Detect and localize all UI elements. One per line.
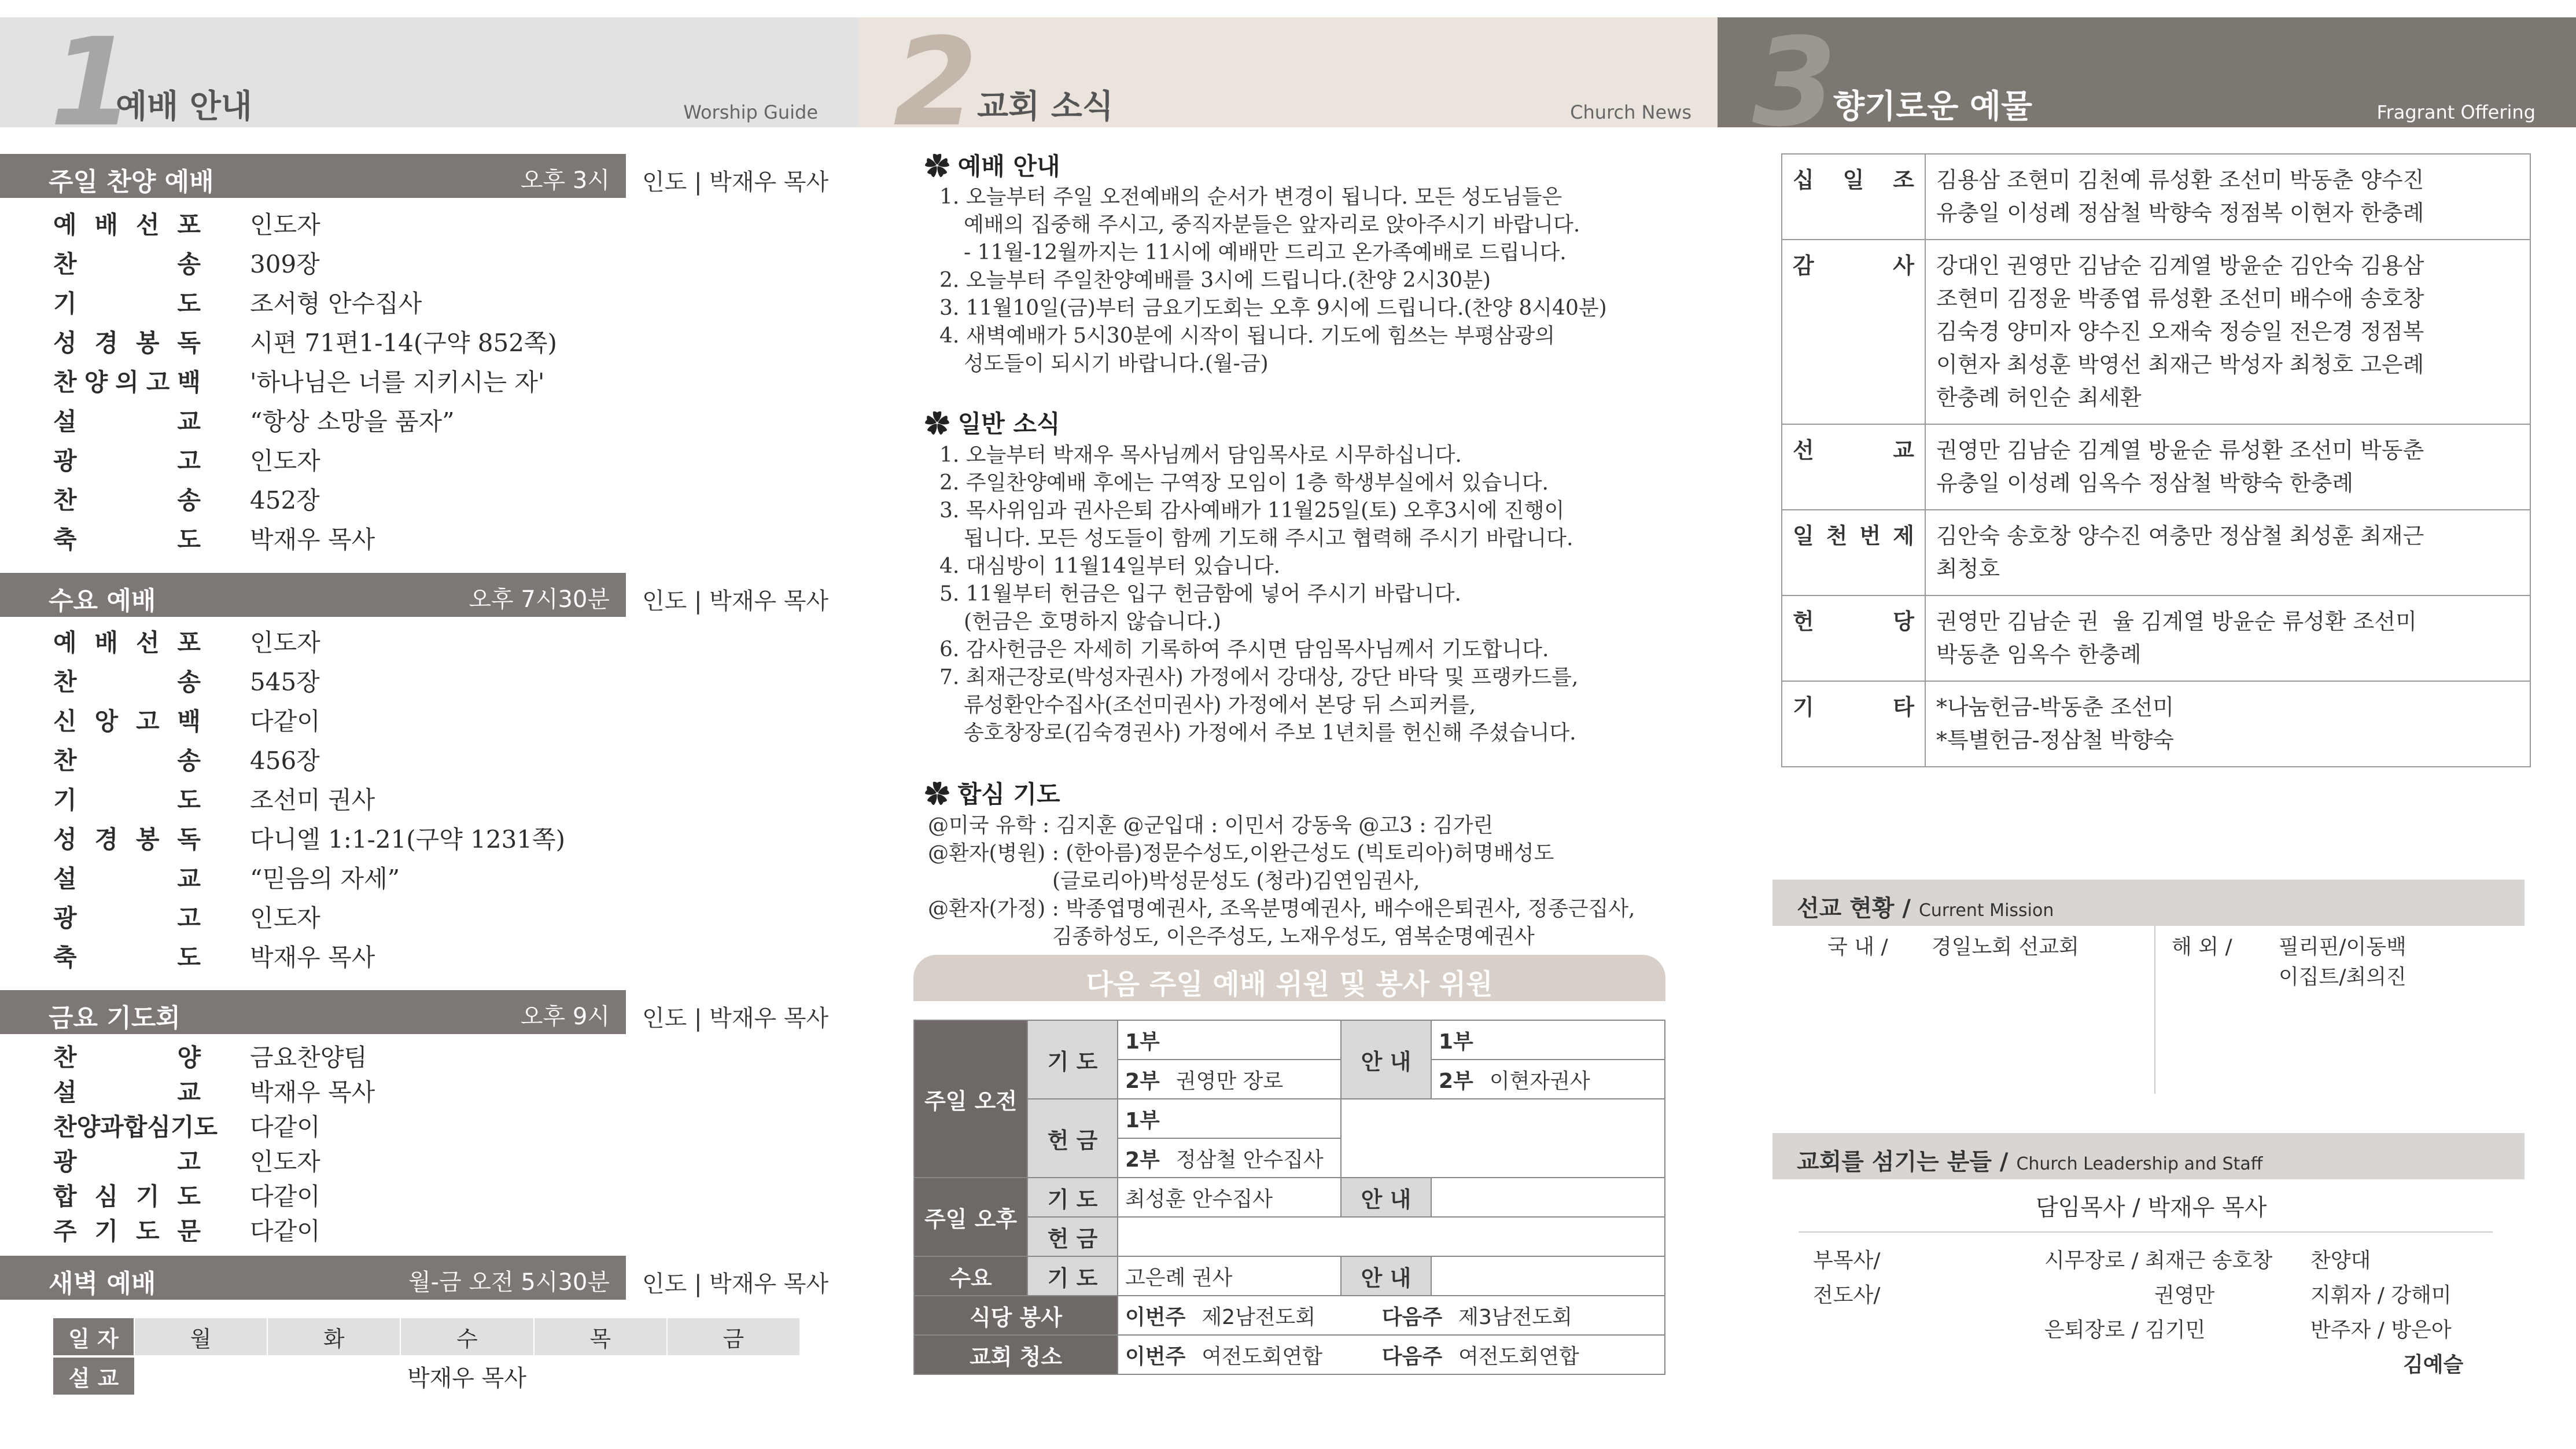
section-leader: 인도 | 박재우 목사 (642, 1005, 829, 1032)
notice-line: (헌금은 호명하지 않습니다.) (964, 610, 1221, 634)
notice-line: 김종하성도, 이은주성도, 노재우성도, 염복순명예권사 (1052, 925, 1535, 948)
domestic-label: 국 내 / (1827, 935, 1888, 959)
accompanist-line2: 김예슬 (2403, 1353, 2464, 1377)
day-header: 일 자 (53, 1318, 134, 1355)
order-value: 조서형 안수집사 (250, 289, 422, 318)
day-cell: 화 (267, 1318, 400, 1355)
order-value: 456장 (250, 746, 320, 775)
notice-line: 6. 감사헌금은 자세히 기록하여 주시면 담임목사님께서 기도합니다. (939, 638, 1549, 661)
order-value: 다같이 (250, 707, 320, 735)
day-cell: 월 (134, 1318, 267, 1355)
notice-line: @환자(가정) : 박종엽명예권사, 조옥분명예권사, 배수애은퇴권사, 정종근집사, (928, 897, 1635, 921)
prayer-title: ✿ 합심 기도 (925, 780, 1060, 808)
section-leader: 인도 | 박재우 목사 (642, 1271, 829, 1297)
order-value: 309장 (250, 250, 320, 278)
order-value: 박재우 목사 (250, 525, 375, 554)
offering-label: 일 천 번 제 (1782, 510, 1925, 595)
section-time: 오후 3시 (520, 167, 610, 194)
order-label: 광 고 (53, 1148, 201, 1176)
conductor: 지휘자 / 강해미 (2310, 1283, 2452, 1307)
order-value: 인도자 (250, 1148, 320, 1176)
panel-title: 교회 소식 (977, 88, 1114, 126)
sunday-service-bar (0, 154, 626, 198)
order-label: 주 기 도 문 (53, 1217, 201, 1245)
order-label: 찬 양 과 합 심 기 도 (53, 1113, 218, 1141)
offering-label: 선 교 (1782, 424, 1925, 510)
notice-line: 성도들이 되시기 바랍니다.(월-금) (964, 352, 1269, 376)
dawn-schedule-table (53, 1318, 799, 1395)
order-label: 성 경 봉 독 (53, 825, 201, 854)
panel-title: 향기로운 예물 (1833, 88, 2033, 126)
staff-subtitle: Church Leadership and Staff (2016, 1154, 2263, 1174)
notice-line: 송호창장로(김숙경권사) 가정에서 주보 1년치를 헌신해 주셨습니다. (964, 721, 1576, 745)
offering-row (1782, 510, 2530, 595)
order-label: 축 도 (53, 943, 201, 972)
preacher-header: 설 교 (53, 1358, 134, 1395)
offering-names: 김안숙 송호창 양수진 여충만 정삼철 최성훈 최재근 최청호 (1925, 510, 2530, 595)
order-value: 시편 71편1-14(구약 852쪽) (250, 329, 557, 357)
offering-label: 헌 금 (1027, 1217, 1118, 1256)
order-value: 조선미 권사 (250, 786, 375, 814)
section-time: 오후 9시 (520, 1003, 610, 1030)
notice-line: @환자(병원) : (한아름)정문수성도,이완근성도 (빅토리아)허명배성도 (928, 841, 1554, 865)
offering-label: 헌 금 (1027, 1099, 1118, 1178)
notice-line: 2. 주일찬양예배 후에는 구역장 모임이 1층 학생부실에서 있습니다. (939, 471, 1549, 495)
order-value: “믿음의 자세” (250, 865, 400, 893)
notice-line: 5. 11월부터 헌금은 입구 헌금함에 넣어 주시기 바랍니다. (939, 582, 1461, 606)
notice-line: 1. 오늘부터 주일 오전예배의 순서가 변경이 됩니다. 모든 성도님들은 (939, 185, 1562, 209)
associate-pastor: 부목사/ (1813, 1249, 1881, 1273)
order-value: 545장 (250, 668, 320, 696)
order-value: 인도자 (250, 904, 320, 932)
senior-pastor: 담임목사 / 박재우 목사 (2036, 1194, 2267, 1221)
order-label: 합 심 기 도 (53, 1182, 201, 1211)
evangelist: 전도사/ (1813, 1283, 1881, 1307)
accompanist: 반주자 / 방은아 (2310, 1318, 2452, 1342)
order-value: 금요찬양팀 (250, 1043, 367, 1072)
notice-line: 7. 최재근장로(박성자권사) 가정에서 강대상, 강단 바닥 및 프랭카드를, (939, 665, 1579, 689)
notice-line: 3. 목사위임과 권사은퇴 감사예배가 11월25일(토) 오후3시에 진행이 (939, 499, 1565, 523)
meal-next-week: 제3남전도회 (1458, 1305, 1572, 1329)
order-value: 인도자 (250, 628, 320, 657)
next-week-header (913, 955, 1665, 1001)
choir: 찬양대 (2310, 1249, 2371, 1273)
offering-label: 헌 당 (1782, 595, 1925, 681)
mission-header (1772, 880, 2525, 926)
day-cell: 수 (400, 1318, 533, 1355)
section-time: 월-금 오전 5시30분 (408, 1269, 610, 1296)
notice-line: @미국 유학 : 김지훈 @군입대 : 이민서 강동욱 @고3 : 김가린 (928, 814, 1494, 837)
staff-divider (1799, 1231, 2493, 1233)
wednesday-service-bar (0, 573, 626, 617)
pm-prayer: 최성훈 안수집사 (1118, 1178, 1341, 1217)
panel-number: 2 (893, 12, 978, 153)
friday-service-bar (0, 990, 626, 1034)
order-value: 박재우 목사 (250, 943, 375, 972)
section-title: 금요 기도회 (49, 1003, 180, 1033)
prayer-label: 기 도 (1027, 1256, 1118, 1296)
panel-title: 예배 안내 (116, 88, 252, 126)
guide-label: 안 내 (1341, 1178, 1431, 1217)
order-value: 452장 (250, 486, 320, 514)
guide-label: 안 내 (1341, 1020, 1431, 1099)
church-news-panel (858, 0, 1718, 1449)
offering-row (1782, 154, 2530, 240)
notice-line: (글로리아)박성문성도 (청라)김연임권사, (1052, 869, 1420, 893)
day-cell: 금 (666, 1318, 799, 1355)
section-leader: 인도 | 박재우 목사 (642, 588, 829, 615)
am-guide-2: 이현자권사 (1489, 1069, 1590, 1093)
order-value: 다니엘 1:1-21(구약 1231쪽) (250, 825, 566, 854)
order-label: 찬 송 (53, 746, 201, 775)
am-prayer-2: 권영만 장로 (1175, 1069, 1284, 1093)
notice-line: - 11월-12월까지는 11시에 예배만 드리고 온가족예배로 드립니다. (964, 241, 1567, 264)
am-offering-2: 정삼철 안수집사 (1175, 1148, 1324, 1172)
panel-header (0, 12, 858, 153)
order-label: 기 도 (53, 289, 201, 318)
panel-number: 1 (50, 12, 135, 153)
order-label: 예 배 선 포 (53, 628, 201, 657)
order-value: “항상 소망을 품자” (250, 407, 455, 436)
order-label: 축 도 (53, 525, 201, 554)
retired-elder: 은퇴장로 / 김기민 (2044, 1318, 2206, 1342)
offering-panel (1718, 0, 2576, 1449)
order-label: 찬 송 (53, 486, 201, 514)
panel-header (858, 12, 1718, 153)
staff-header (1772, 1133, 2525, 1179)
meal-label: 식당 봉사 (914, 1296, 1118, 1335)
notice-line: 2. 오늘부터 주일찬양예배를 3시에 드립니다.(찬양 2시30분) (939, 269, 1491, 292)
next-week-duty-table: 주일 오전 기 도 1부 안 내 1부 2부 권영만 장로 2부 이현자권사 헌 금 1부 2부 정삼철 안수집사 주일 오후 기 도 최성훈 안수집사 안 내 헌 금 수요 기 도 고은례 권사 안 내 식당 봉사 이번주 제2남전도회 다음주 제3남전도회 교회 청소 이번주 여전도회연합 다음주 여전도회연합 (913, 1020, 1665, 1375)
clean-next-week: 여전도회연합 (1458, 1344, 1579, 1369)
section-title: 수요 예배 (49, 586, 156, 616)
elders-line2: 권영만 (2154, 1283, 2215, 1307)
meal-this-week: 제2남전도회 (1202, 1305, 1316, 1329)
order-value: 다같이 (250, 1182, 320, 1211)
panel-header (1718, 12, 2576, 153)
notice-line: 예배의 집중해 주시고, 중직자분들은 앞자리로 앉아주시기 바랍니다. (964, 213, 1580, 237)
order-value: 다같이 (250, 1113, 320, 1141)
order-label: 성 경 봉 독 (53, 329, 201, 357)
order-label: 설 교 (53, 407, 201, 436)
order-label: 광 고 (53, 904, 201, 932)
order-value: 박재우 목사 (250, 1078, 375, 1106)
offering-label: 기 타 (1782, 681, 1925, 767)
offering-row (1782, 240, 2530, 424)
dawn-service-bar (0, 1256, 626, 1300)
order-value: 다같이 (250, 1217, 320, 1245)
general-notice-title: ✿ 일반 소식 (925, 410, 1060, 438)
order-label: 찬 송 (53, 250, 201, 278)
panel-subtitle: Fragrant Offering (2376, 101, 2536, 123)
next-week-title: 다음 주일 예배 위원 및 봉사 위원 (1086, 968, 1493, 1001)
day-cell: 목 (533, 1318, 666, 1355)
offering-label: 감 사 (1782, 240, 1925, 424)
order-label: 찬 양 (53, 1043, 201, 1072)
order-label: 예 배 선 포 (53, 211, 201, 239)
offering-row (1782, 424, 2530, 510)
section-leader: 인도 | 박재우 목사 (642, 169, 829, 196)
offering-row (1782, 681, 2530, 767)
foreign-line: 이집트/최의진 (2279, 965, 2407, 989)
panel-number: 3 (1752, 12, 1837, 153)
panel-subtitle: Church News (1570, 101, 1691, 123)
worship-notice-title: ✿ 예배 안내 (925, 152, 1060, 181)
notice-line: 3. 11월10일(금)부터 금요기도회는 오후 9시에 드립니다.(찬양 8시40분) (939, 296, 1607, 320)
section-title: 새벽 예배 (49, 1269, 156, 1299)
clean-this-week: 여전도회연합 (1202, 1344, 1322, 1369)
offering-names: 권영만 김남순 권 율 김계열 방윤순 류성환 조선미 박동춘 임옥수 한충례 (1925, 595, 2530, 681)
mission-title: 선교 현황 / (1797, 895, 1911, 922)
offering-names: *나눔헌금-박동춘 조선미 *특별헌금-정삼철 박향숙 (1925, 681, 2530, 767)
offering-names: 김용삼 조현미 김천예 류성환 조선미 박동춘 양수진 유충일 이성례 정삼철 박향숙 정점복 이현자 한충례 (1925, 154, 2530, 240)
elders: 시무장로 / 최재근 송호창 (2044, 1249, 2273, 1273)
order-label: 찬 송 (53, 668, 201, 696)
prayer-label: 기 도 (1027, 1020, 1118, 1099)
notice-line: 4. 대심방이 11월14일부터 있습니다. (939, 554, 1281, 578)
mission-subtitle: Current Mission (1918, 900, 2054, 921)
order-label: 광 고 (53, 447, 201, 475)
order-label: 설 교 (53, 1078, 201, 1106)
section-title: 주일 찬양 예배 (49, 167, 214, 197)
staff-title: 교회를 섬기는 분들 / (1797, 1149, 2009, 1175)
order-label: 설 교 (53, 865, 201, 893)
order-value: 인도자 (250, 211, 320, 239)
guide-label: 안 내 (1341, 1256, 1431, 1296)
notice-line: 4. 새벽예배가 5시30분에 시작이 됩니다. 기도에 힘쓰는 부평삼광의 (939, 324, 1556, 348)
notice-line: 류성환안수집사(조선미권사) 가정에서 본당 뒤 스피커를, (964, 693, 1476, 717)
wednesday-label: 수요 (914, 1256, 1027, 1296)
offering-names: 권영만 김남순 김계열 방윤순 류성환 조선미 박동춘 유충일 이성례 임옥수 정삼철 박향숙 한충례 (1925, 424, 2530, 510)
wed-prayer: 고은례 권사 (1118, 1256, 1341, 1296)
order-label: 기 도 (53, 786, 201, 814)
section-time: 오후 7시30분 (469, 586, 610, 613)
sunday-am-label: 주일 오전 (914, 1020, 1027, 1178)
worship-guide-panel (0, 0, 858, 1449)
offering-label: 십 일 조 (1782, 154, 1925, 240)
mission-divider (2154, 926, 2155, 1094)
cleaning-label: 교회 청소 (914, 1335, 1118, 1374)
panel-subtitle: Worship Guide (683, 101, 818, 123)
foreign-line: 필리핀/이동백 (2279, 935, 2407, 959)
foreign-label: 해 외 / (2172, 935, 2232, 959)
sunday-pm-label: 주일 오후 (914, 1178, 1027, 1256)
notice-line: 됩니다. 모든 성도들이 함께 기도해 주시고 협력해 주시기 바랍니다. (964, 527, 1573, 550)
offering-names: 강대인 권영만 김남순 김계열 방윤순 김안숙 김용삼 조현미 김정윤 박종엽 류성환 조선미 배수애 송호창 김숙경 양미자 양수진 오재숙 정승일 전은경 정점복 이현자 최성훈 박영선 최재근 박성자 최청호 고은례 한충례 허인순 최세환 (1925, 240, 2530, 424)
dawn-preacher: 박재우 목사 (407, 1365, 526, 1392)
order-label: 신 앙 고 백 (53, 707, 201, 735)
order-label: 찬 양 의 고 백 (53, 368, 201, 396)
domestic-value: 경일노회 선교회 (1932, 935, 2079, 959)
order-value: 인도자 (250, 447, 320, 475)
offering-row (1782, 595, 2530, 681)
prayer-label: 기 도 (1027, 1178, 1118, 1217)
notice-line: 1. 오늘부터 박재우 목사님께서 담임목사로 시무하십니다. (939, 443, 1462, 467)
order-value: '하나님은 너를 지키시는 자' (250, 368, 545, 396)
offering-table (1781, 153, 2531, 767)
